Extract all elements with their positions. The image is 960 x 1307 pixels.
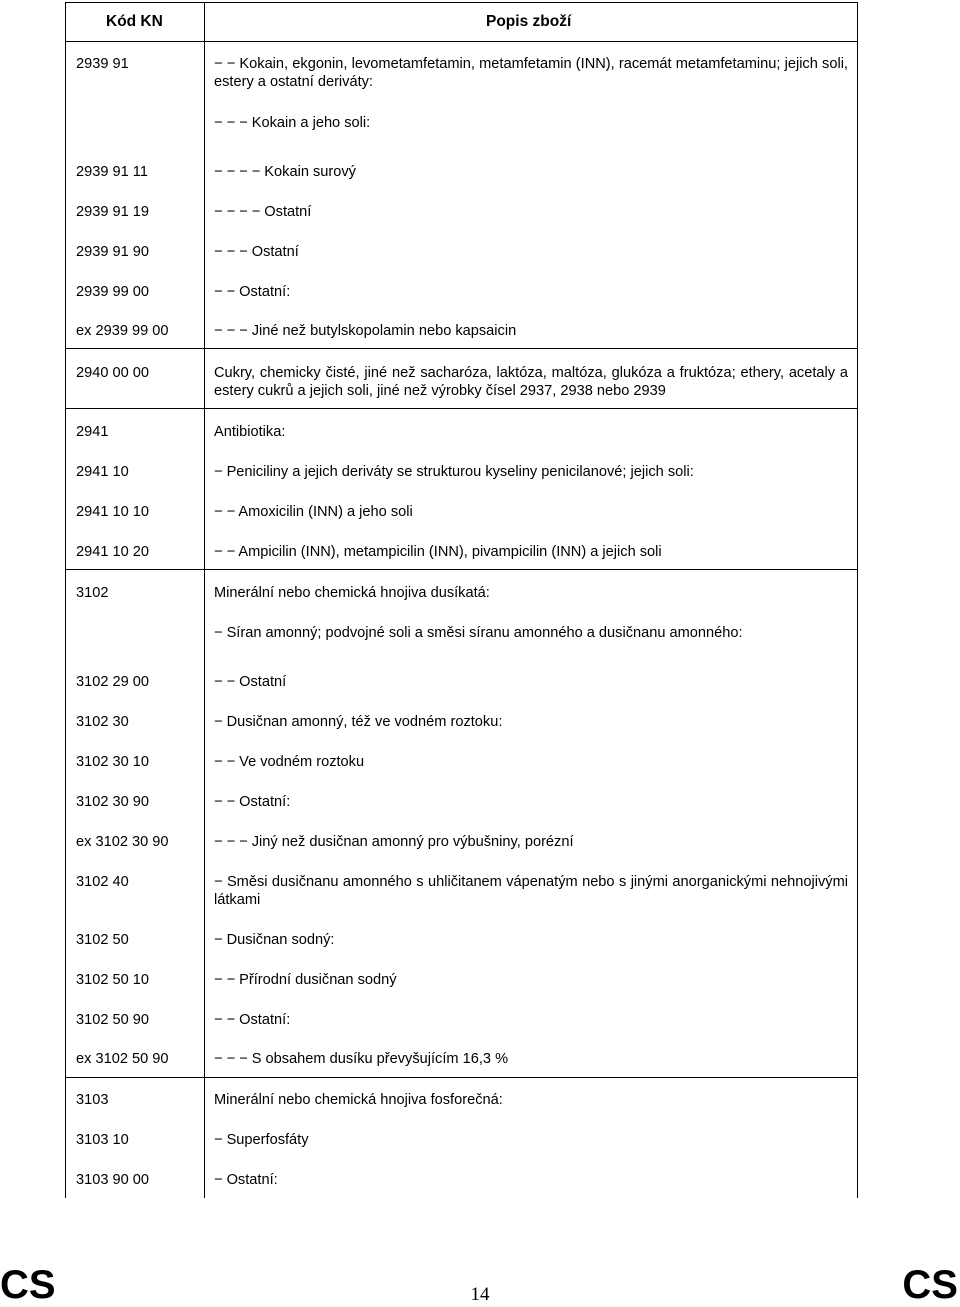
table-top-border [66, 2, 858, 3]
footer-language-mark-left: CS [0, 1263, 56, 1307]
row-code: 3102 30 10 [76, 754, 150, 770]
row-description: Minerální nebo chemická hnojiva fosforečná: [214, 1092, 503, 1108]
row-code: 3102 30 90 [76, 794, 150, 810]
row-code: 2941 10 10 [76, 504, 150, 520]
row-description: − Peniciliny a jejich deriváty se strukturou kyseliny penicilanové; jejich soli: [214, 464, 694, 480]
row-description: − − Kokain, ekgonin, levometamfetamin, metamfetamin (INN), racemát metamfetaminu; jejich soli, estery a ostatní deriváty: [214, 56, 848, 90]
row-description: − Dusičnan amonný, též ve vodném roztoku: [214, 714, 503, 730]
row-description: Antibiotika: [214, 424, 286, 440]
row-description: − − Přírodní dusičnan sodný [214, 972, 397, 988]
row-code: 2939 91 19 [76, 204, 150, 220]
row-code: 2941 [76, 424, 109, 440]
row-code: 2939 91 [76, 56, 129, 72]
row-code: 2939 91 11 [76, 164, 148, 180]
row-description: − − Ostatní: [214, 1012, 291, 1028]
row-description: − − Ampicilin (INN), metampicilin (INN), pivampicilin (INN) a jejich soli [214, 544, 662, 560]
row-code: 2939 99 00 [76, 284, 150, 300]
row-description: Cukry, chemicky čisté, jiné než sacharóza, laktóza, maltóza, glukóza a fruktóza; ethery, acetaly a estery cukrů a jejich soli, jiné než výrobky čísel 2937, 2938 nebo 2939 [214, 365, 848, 399]
row-code: 2939 91 90 [76, 244, 150, 260]
row-code: 3102 [76, 585, 109, 601]
row-description: − Směsi dusičnanu amonného s uhličitanem vápenatým nebo s jinými anorganickými nehnojivými látkami [214, 874, 848, 908]
row-description: − − − Jiný než dusičnan amonný pro výbušniny, porézní [214, 834, 574, 850]
row-code: 2941 10 20 [76, 544, 150, 560]
row-code: 3102 50 10 [76, 972, 150, 988]
row-description: − Superfosfáty [214, 1132, 309, 1148]
row-code: 3103 [76, 1092, 109, 1108]
row-code: 3103 10 [76, 1132, 129, 1148]
column-header-code: Kód KN [106, 13, 163, 30]
row-description: − − Ve vodném roztoku [214, 754, 365, 770]
row-code: 3102 29 00 [76, 674, 150, 690]
row-description: − Ostatní: [214, 1172, 278, 1188]
row-description: − − − Jiné než butylskopolamin nebo kapsaicin [214, 323, 517, 339]
row-divider [66, 569, 858, 570]
column-header-description: Popis zboží [486, 13, 572, 30]
row-code: 3102 50 90 [76, 1012, 150, 1028]
row-description: − − − − Kokain surový [214, 164, 356, 180]
row-description: − − Amoxicilin (INN) a jeho soli [214, 504, 413, 520]
row-description: − − − − Ostatní [214, 204, 312, 220]
row-description: − Síran amonný; podvojné soli a směsi síranu amonného a dusičnanu amonného: [214, 625, 743, 641]
table-right-border [857, 2, 858, 1198]
row-code: 3102 40 [76, 874, 129, 890]
row-description: − Dusičnan sodný: [214, 932, 335, 948]
row-code: ex 2939 99 00 [76, 323, 169, 339]
row-description: − − Ostatní: [214, 284, 291, 300]
row-divider [66, 348, 858, 349]
row-code: 2941 10 [76, 464, 129, 480]
row-code: ex 3102 30 90 [76, 834, 169, 850]
row-description: Minerální nebo chemická hnojiva dusíkatá: [214, 585, 490, 601]
row-description: − − − Kokain a jeho soli: [214, 115, 371, 131]
row-description: − − Ostatní: [214, 794, 291, 810]
row-description: − − − S obsahem dusíku převyšujícím 16,3 % [214, 1051, 509, 1067]
tariff-table [65, 2, 858, 1198]
row-code: 3102 30 [76, 714, 129, 730]
row-code: 2940 00 00 [76, 365, 150, 381]
row-code: 3103 90 00 [76, 1172, 150, 1188]
header-divider [66, 41, 858, 42]
row-divider [66, 1077, 858, 1078]
footer-language-mark-right: CS [902, 1263, 958, 1307]
column-divider [204, 2, 205, 1198]
row-code: ex 3102 50 90 [76, 1051, 169, 1067]
page-number: 14 [470, 1284, 490, 1305]
row-code: 3102 50 [76, 932, 129, 948]
row-divider [66, 408, 858, 409]
row-description: − − Ostatní [214, 674, 287, 690]
row-description: − − − Ostatní [214, 244, 299, 260]
